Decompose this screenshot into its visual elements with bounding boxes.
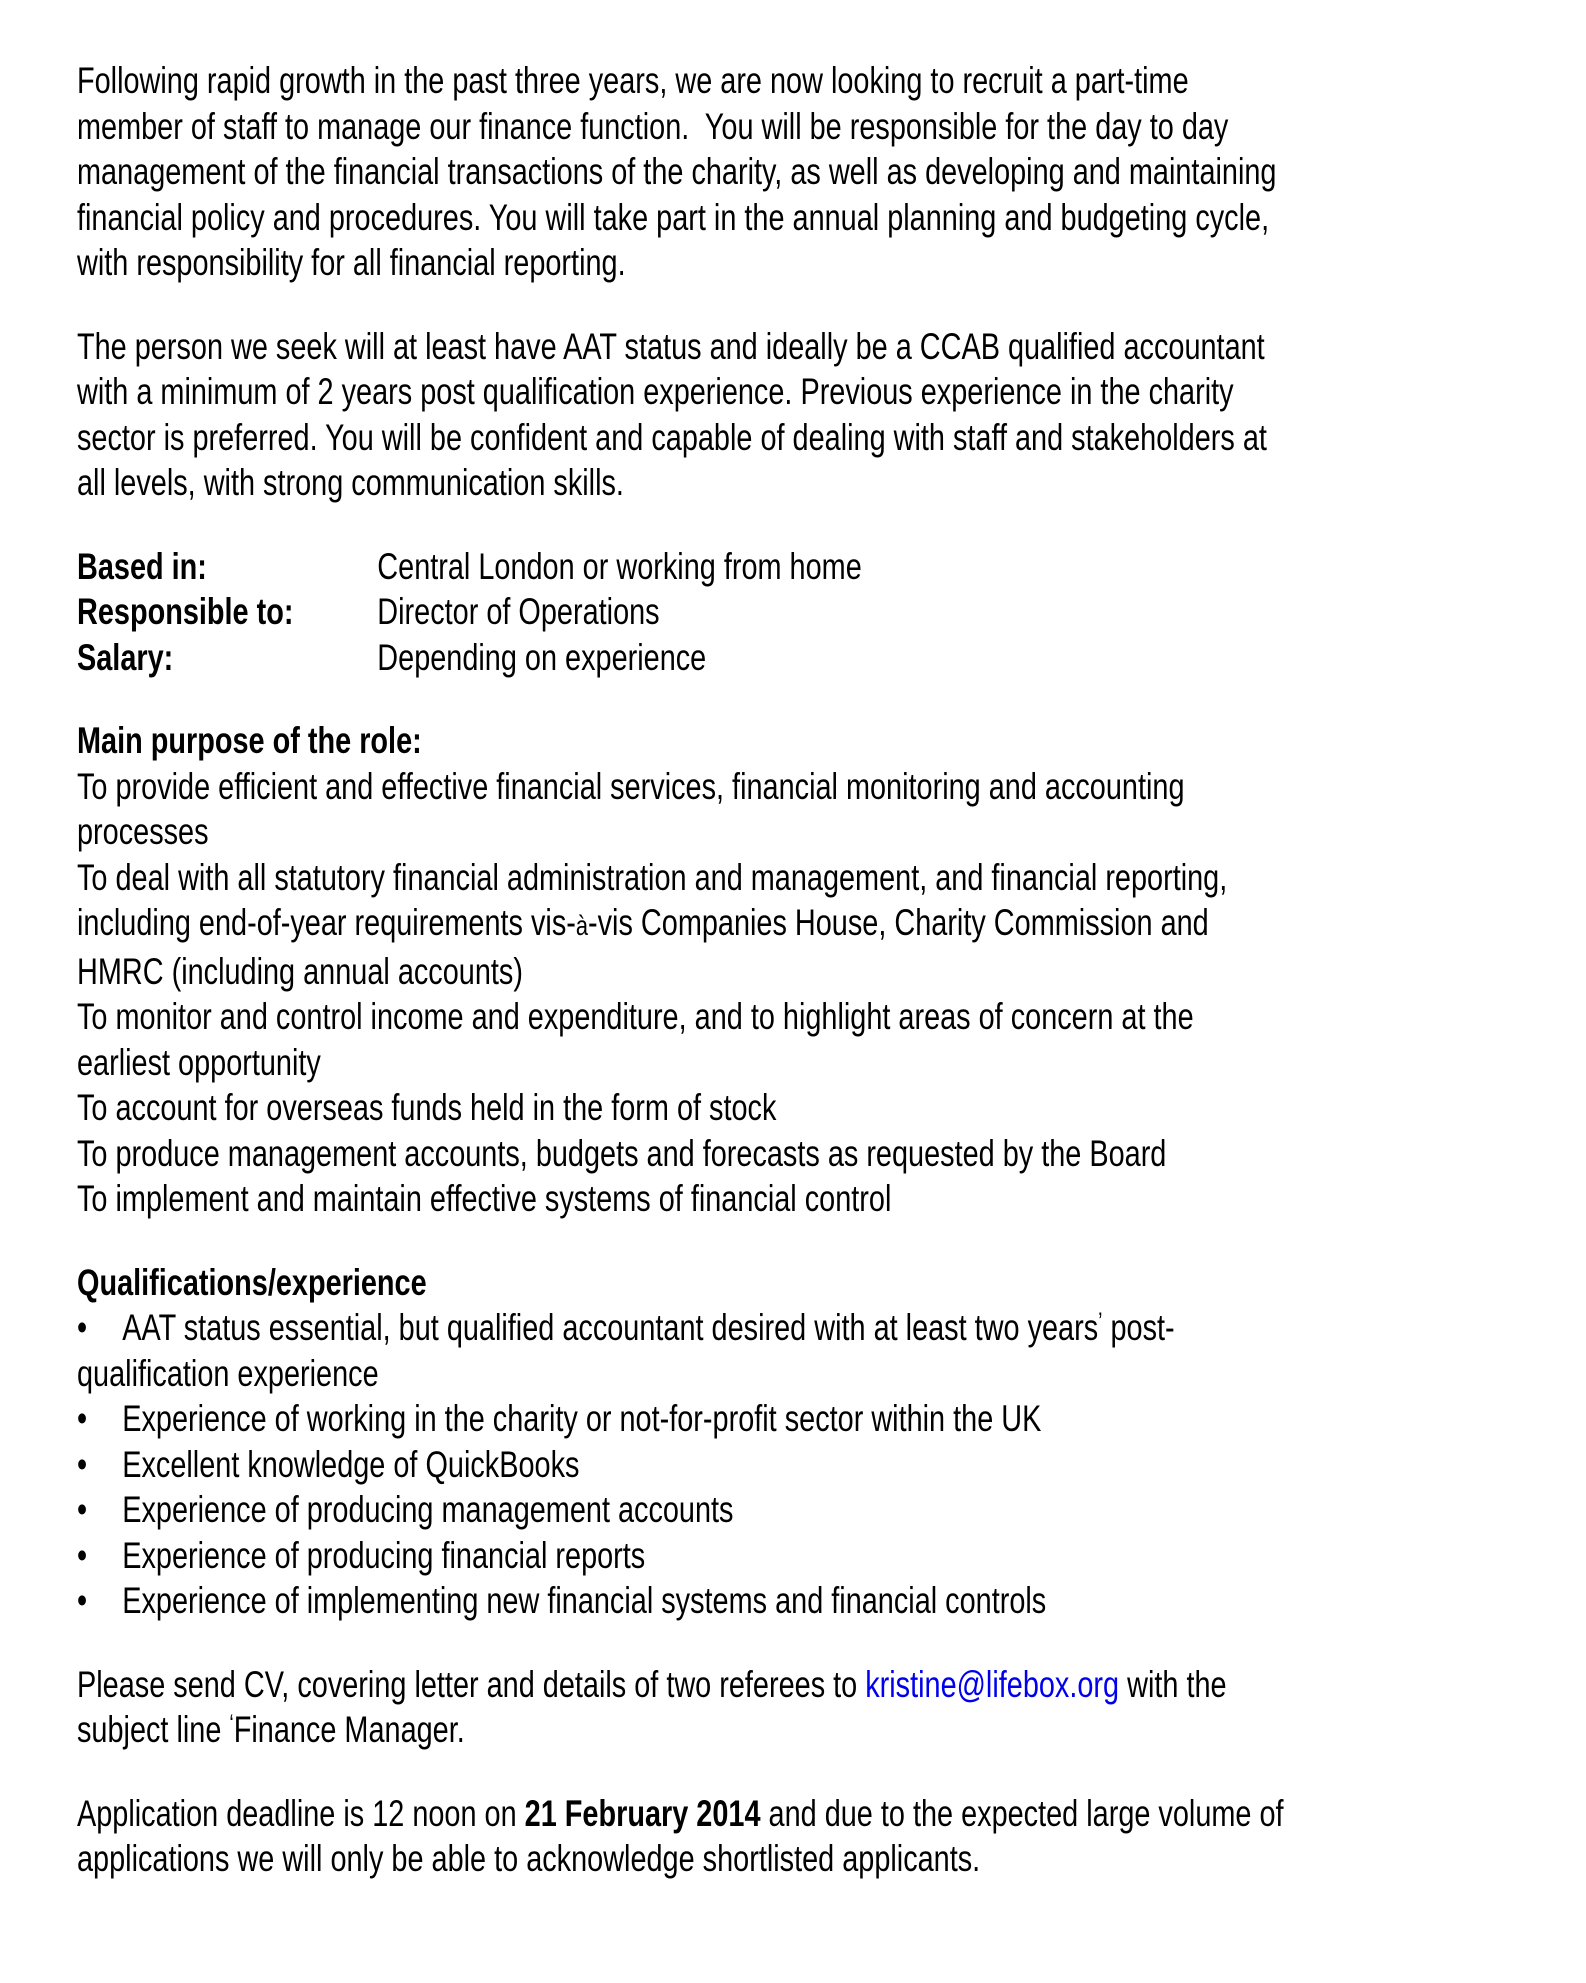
spacer — [77, 286, 1294, 324]
salary-label: Salary: — [77, 636, 174, 678]
qualification-text: Experience of implementing new financial systems and financial controls — [122, 1580, 1047, 1621]
qualification-text: AAT status essential, but qualified accountant desired with at least two years — [122, 1307, 1099, 1348]
detail-row-salary — [77, 635, 1294, 681]
qualification-text: Excellent knowledge of QuickBooks — [122, 1443, 580, 1485]
main-purpose-item: To monitor and control income and expenditure, and to highlight areas of concern at the earliest opportunity — [77, 996, 1202, 1083]
deadline-text: and due to the expected large volume of applications we will only be able to acknowledge shortlisted applicants. — [77, 1792, 1292, 1879]
detail-row-responsible-to — [77, 589, 1294, 635]
main-purpose-item — [77, 855, 1294, 995]
bullet-icon: • — [77, 1307, 88, 1348]
intro-paragraph-1: Following rapid growth in the past three years, we are now looking to recruit a part-time member of staff to manage our finance function. You will be responsible for the day to day management of the financial transactions of the charity, as well as developing and maintaining financial policy and procedures. You will take part in the annual planning and budgeting cycle, with responsibility for all financial reporting. — [77, 60, 1285, 283]
qualification-bullet-item — [77, 1305, 1294, 1396]
deadline-text: Application deadline is 12 noon on — [77, 1792, 525, 1834]
responsible-to-value: Director of Operations — [377, 591, 660, 632]
salary-value: Depending on experience — [377, 636, 707, 678]
bullet-icon: • — [77, 1443, 88, 1485]
qualifications-heading: Qualifications/experience — [77, 1261, 427, 1303]
based-in-label: Based in: — [77, 545, 207, 587]
qualification-text: post-qualification experience — [77, 1307, 1175, 1394]
intro-paragraph-2: The person we seek will at least have AAT status and ideally be a CCAB qualified accountant with a minimum of 2 years post qualification experience. Previous experience in the charity sector is preferred. You will be confident and capable of dealing with staff and stakeholders at all levels, with strong communication skills. — [77, 325, 1275, 503]
apply-text: Finance Manager. — [233, 1709, 465, 1750]
spacer — [77, 680, 1294, 718]
main-purpose-item: To provide efficient and effective financial services, financial monitoring and accounting processes — [77, 765, 1193, 852]
spacer — [77, 1753, 1294, 1791]
bullet-icon: • — [77, 1534, 88, 1576]
document-content — [77, 58, 1294, 1882]
main-purpose-heading: Main purpose of the role: — [77, 720, 422, 761]
qualification-text: Experience of working in the charity or not-for-profit sector within the UK — [122, 1398, 1042, 1439]
deadline-paragraph — [77, 1791, 1294, 1882]
spacer — [77, 1222, 1294, 1260]
apply-text: with the subject line — [77, 1663, 1235, 1750]
apostrophe-glyph: ’ — [1098, 1308, 1103, 1336]
qualification-bullet-item — [77, 1487, 1294, 1533]
main-purpose-item2-text: To deal with all statutory financial administration and management, and financial reporting, including end-of-year requirements vis- — [77, 856, 1236, 943]
accent-a-glyph: à — [575, 910, 589, 941]
bullet-icon: • — [77, 1489, 88, 1530]
apply-paragraph — [77, 1662, 1294, 1753]
qualification-bullet-item — [77, 1533, 1294, 1579]
bullet-icon: • — [77, 1580, 88, 1621]
deadline-date: 21 February 2014 — [524, 1792, 761, 1834]
spacer — [77, 1624, 1294, 1662]
main-purpose-item2-text: -vis Companies House, Charity Commission and HMRC (including annual accounts) — [77, 902, 1217, 992]
qualification-text: Experience of producing management accounts — [122, 1489, 734, 1530]
spacer — [77, 506, 1294, 544]
main-purpose-item: To account for overseas funds held in the form of stock — [77, 1087, 777, 1128]
based-in-value: Central London or working from home — [377, 545, 862, 587]
email-link[interactable]: kristine@lifebox.org — [865, 1663, 1120, 1705]
qualification-text: Experience of producing financial reports — [122, 1534, 646, 1576]
main-purpose-item: To implement and maintain effective systems of financial control — [77, 1178, 892, 1219]
qualification-bullet-item — [77, 1396, 1294, 1442]
open-quote-glyph: ‘ — [229, 1710, 234, 1738]
bullet-icon: • — [77, 1398, 88, 1439]
apply-text: Please send CV, covering letter and details of two referees to — [77, 1663, 866, 1705]
main-purpose-item: To produce management accounts, budgets and forecasts as requested by the Board — [77, 1132, 1167, 1174]
qualification-bullet-item — [77, 1442, 1294, 1488]
detail-row-based-in — [77, 544, 1294, 590]
responsible-to-label: Responsible to: — [77, 591, 294, 632]
qualification-bullet-item — [77, 1578, 1294, 1624]
